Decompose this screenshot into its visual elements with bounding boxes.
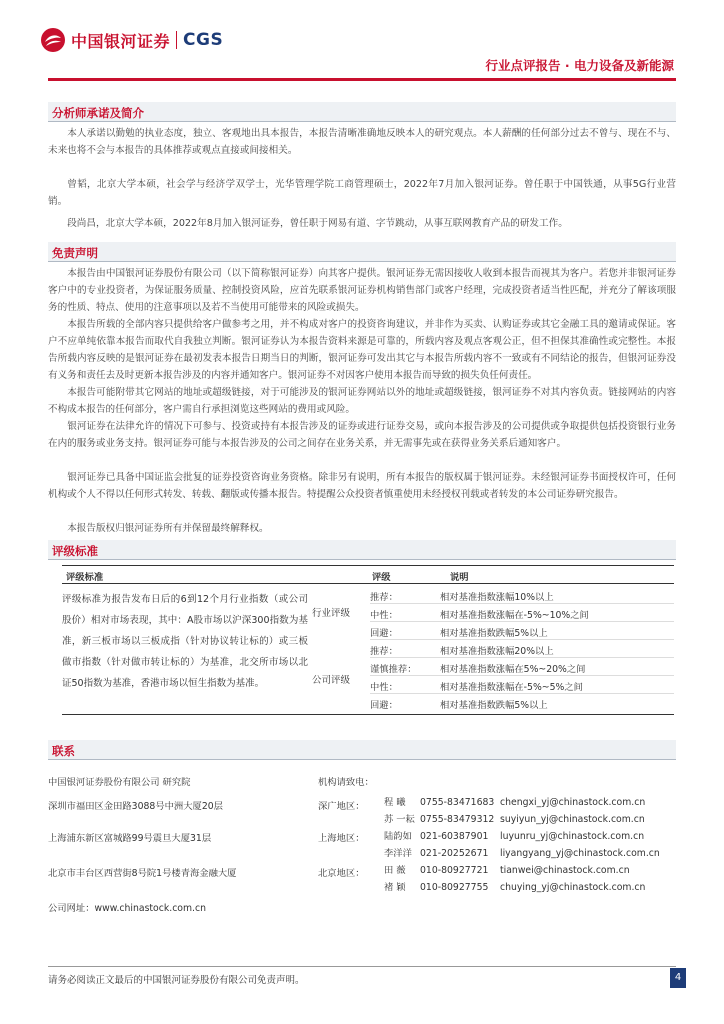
logo-separator bbox=[176, 31, 177, 49]
footer-divider bbox=[48, 966, 676, 967]
page-number: 4 bbox=[670, 968, 686, 988]
section-title: 联系 bbox=[52, 744, 75, 758]
table-row: 推荐： 相对基准指数涨幅20%以上 bbox=[370, 640, 674, 658]
col-standard: 评级标准 bbox=[66, 572, 104, 583]
contact-list bbox=[384, 794, 660, 896]
footer-disclaimer-note: 请务必阅读正文最后的中国银河证券股份有限公司免责声明。 bbox=[48, 975, 305, 986]
section-title: 免责声明 bbox=[52, 246, 98, 260]
list-item: 褚 颖 010-80927755 chuying_yj@chinastock.com.cn bbox=[384, 882, 646, 893]
table-row: 回避： 相对基准指数跌幅5%以上 bbox=[370, 622, 674, 640]
col-description: 说明 bbox=[450, 572, 469, 583]
industry-rating-label: 行业评级 bbox=[312, 608, 351, 619]
address-beijing: 北京市丰台区西营街8号院1号楼青海金融大厦 bbox=[48, 868, 237, 879]
list-item: 程 曦 0755-83471683 chengxi_yj@chinastock.com.cn bbox=[384, 797, 646, 808]
sales-contact-label: 机构请致电： bbox=[318, 777, 374, 788]
region-shenzhen: 深广地区： bbox=[318, 801, 365, 812]
company-logo bbox=[40, 27, 223, 53]
email-link[interactable]: liyangyang_yj@chinastock.com.cn bbox=[500, 848, 660, 859]
disclaimer-paragraph-1: 本报告由中国银河证券股份有限公司（以下简称银河证券）向其客户提供。银河证券无需因接收人收到本报告而视其为客户。若您并非银河证券客户中的专业投资者，为保证服务质量、控制投资风险，应首先联系银河证券机构销售部门或客户经理，完成投资者适当性匹配，并充分了解该项服务的性质、特点、使用的注意事项以及若不当使用可能带来的风险或损失。 bbox=[48, 268, 676, 313]
email-link[interactable]: chengxi_yj@chinastock.com.cn bbox=[500, 797, 646, 808]
table-row: 推荐： 相对基准指数涨幅10%以上 bbox=[370, 586, 674, 604]
email-link[interactable]: suyiyun_yj@chinastock.com.cn bbox=[500, 814, 645, 825]
disclaimer-paragraph-2: 本报告所载的全部内容只提供给客户做参考之用，并不构成对客户的投资咨询建议，并非作为买卖、认购证券或其它金融工具的邀请或保证。客户不应单纯依靠本报告而取代自我独立判断。银河证券认为本报告资料来源是可靠的，所载内容及观点客观公正，但不担保其准确性或完整性。本报告所载内容反映的是银河证券在最初发表本报告日期当日的判断，银河证券可发出其它与本报告所载内容不一致或有不同结论的报告，但银河证券没有义务和责任去及时更新本报告涉及的内容并通知客户。银河证券不对因客户使用本报告而导致的损失负任何责任。 bbox=[48, 319, 676, 381]
address-shanghai: 上海浦东新区富城路99号震旦大厦31层 bbox=[48, 833, 212, 844]
rating-table-bottom-rule bbox=[62, 714, 674, 715]
rating-standard-description: 评级标准为报告发布日后的6到12个月行业指数（或公司股价）相对市场表现，其中：A股市场以沪深300指数为基准，新三板市场以三板成指（针对协议转让标的）或三板做市指数（针对做市转让标的）为基准，北交所市场以北证50指数为基准，香港市场以恒生指数为基准。 bbox=[62, 594, 308, 689]
disclaimer-paragraph-3: 本报告可能附带其它网站的地址或超级链接，对于可能涉及的银河证券网站以外的地址或超级链接，银河证券不对其内容负责。链接网站的内容不构成本报告的任何部分，客户需自行承担浏览这些网站的费用或风险。 bbox=[48, 387, 676, 415]
header-divider bbox=[48, 78, 676, 81]
section-disclaimer-header bbox=[48, 242, 676, 262]
disclaimer-paragraph-5: 银河证券已具备中国证监会批复的证券投资咨询业务资格。除非另有说明，所有本报告的版权属于银河证券。未经银河证券书面授权许可，任何机构或个人不得以任何形式转发、转载、翻版或传播本报告。特提醒公众投资者慎重使用未经授权刊载或者转发的本公司证券研究报告。 bbox=[48, 472, 676, 500]
list-item: 田 薇 010-80927721 tianwei@chinastock.com.cn bbox=[384, 865, 630, 876]
analyst-bio-2: 段尚昌，北京大学本硕，2022年8月加入银河证券，曾任职于网易有道、字节跳动，从事互联网教育产品的研发工作。 bbox=[67, 218, 568, 229]
table-row: 中性： 相对基准指数涨幅在-5%~10%之间 bbox=[370, 604, 674, 622]
region-beijing: 北京地区： bbox=[318, 868, 365, 879]
analyst-bio-1: 曾韬，北京大学本硕，社会学与经济学双学士，光华管理学院工商管理硕士，2022年7月加入银河证券。曾任职于中国铁通，从事5G行业营销。 bbox=[48, 179, 676, 207]
logo-text-cn: 中国银河证券 bbox=[71, 31, 171, 51]
region-shanghai: 上海地区： bbox=[318, 833, 365, 844]
email-link[interactable]: tianwei@chinastock.com.cn bbox=[500, 865, 630, 876]
list-item: 苏 一耘 0755-83479312 suyiyun_yj@chinastock.com.cn bbox=[384, 814, 645, 825]
section-contact-header bbox=[48, 740, 676, 760]
address-shenzhen: 深圳市福田区金田路3088号中洲大厦20层 bbox=[48, 801, 223, 812]
analyst-statement: 本人承诺以勤勉的执业态度，独立、客观地出具本报告，本报告清晰准确地反映本人的研究观点。本人薪酬的任何部分过去不曾与、现在不与、未来也将不会与本报告的具体推荐或观点直接或间接相关。 bbox=[48, 128, 676, 156]
col-rating: 评级 bbox=[372, 572, 391, 583]
table-row: 中性： 相对基准指数涨幅在-5%~5%之间 bbox=[370, 676, 674, 694]
page-header bbox=[0, 0, 724, 90]
company-rating-label: 公司评级 bbox=[312, 675, 351, 686]
section-title: 分析师承诺及简介 bbox=[52, 106, 144, 120]
rating-table bbox=[62, 565, 674, 715]
disclaimer-paragraph-4: 银河证券在法律允许的情况下可参与、投资或持有本报告涉及的证券或进行证券交易，或向本报告涉及的公司提供或争取提供包括投资银行业务在内的服务或业务支持。银河证券可能与本报告涉及的公司之间存在业务关系，并无需事先或在获得业务关系后通知客户。 bbox=[48, 421, 676, 449]
logo-text-en: CGS bbox=[183, 30, 224, 50]
section-rating-header bbox=[48, 540, 676, 560]
email-link[interactable]: chuying_yj@chinastock.com.cn bbox=[500, 882, 646, 893]
section-title: 评级标准 bbox=[52, 544, 98, 558]
list-item: 陆韵如 021-60387901 luyunru_yj@chinastock.com.cn bbox=[384, 831, 645, 842]
disclaimer-paragraph-6: 本报告版权归银河证券所有并保留最终解释权。 bbox=[67, 523, 269, 534]
section-analyst-header bbox=[48, 102, 676, 122]
list-item: 李洋洋 021-20252671 liyangyang_yj@chinastock.com.cn bbox=[384, 848, 660, 859]
table-row: 谨慎推荐： 相对基准指数涨幅在5%~20%之间 bbox=[370, 658, 674, 676]
rating-table-header bbox=[62, 565, 674, 584]
logo-mark-icon bbox=[40, 27, 66, 53]
company-website[interactable]: 公司网址：www.chinastock.com.cn bbox=[48, 903, 207, 914]
company-research-institute: 中国银河证券股份有限公司 研究院 bbox=[48, 777, 191, 788]
table-row: 回避： 相对基准指数跌幅5%以上 bbox=[370, 700, 548, 711]
email-link[interactable]: luyunru_yj@chinastock.com.cn bbox=[500, 831, 645, 842]
report-type-label: 行业点评报告 · 电力设备及新能源 bbox=[485, 58, 674, 73]
